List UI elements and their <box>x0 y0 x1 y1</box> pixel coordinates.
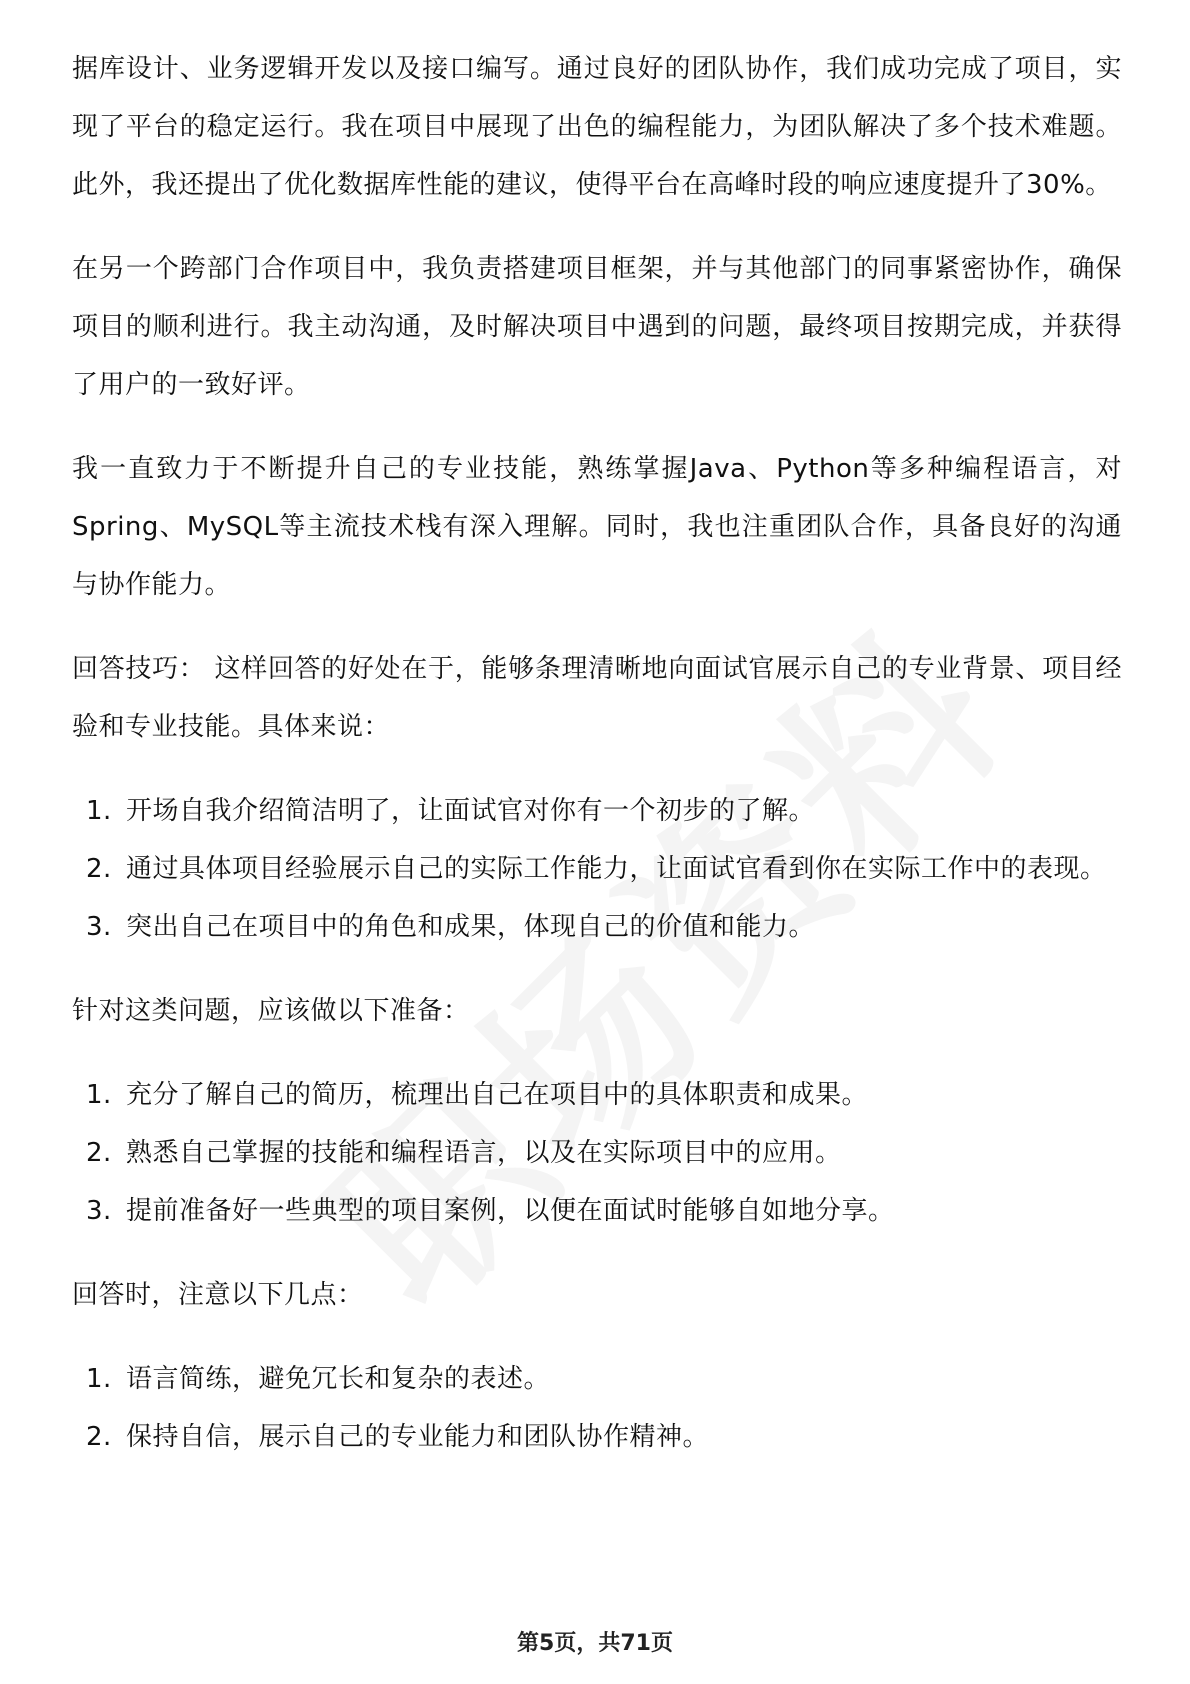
paragraph-skills: 我一直致力于不断提升自己的专业技能，熟练掌握Java、Python等多种编程语言，对Spring、MySQL等主流技术栈有深入理解。同时，我也注重团队合作，具备良好的沟通与协作能力。 <box>72 454 1122 600</box>
list-item-text: 提前准备好一些典型的项目案例，以便在面试时能够自如地分享。 <box>126 1196 895 1226</box>
paragraph-notes: 回答时，注意以下几点： <box>72 1280 364 1310</box>
list-item-text: 语言简练，避免冗长和复杂的表述。 <box>126 1364 551 1394</box>
paragraph-answer-tips: 回答技巧： 这样回答的好处在于，能够条理清晰地向面试官展示自己的专业背景、项目经验和专业技能。具体来说： <box>72 654 1122 742</box>
list-item-text: 通过具体项目经验展示自己的实际工作能力，让面试官看到你在实际工作中的表现。 <box>126 854 1107 884</box>
list-item <box>72 1182 1122 1240</box>
notes-list <box>72 1350 1122 1466</box>
list-item <box>72 1408 1122 1466</box>
list-number: 1. <box>86 1364 112 1394</box>
document-body <box>72 40 1122 1492</box>
list-item <box>72 1124 1122 1182</box>
list-item-text: 保持自信，展示自己的专业能力和团队协作精神。 <box>126 1422 710 1452</box>
list-item <box>72 1066 1122 1124</box>
list-number: 2. <box>86 1422 112 1452</box>
paragraph-cross-department: 在另一个跨部门合作项目中，我负责搭建项目框架，并与其他部门的同事紧密协作，确保项目的顺利进行。我主动沟通，及时解决项目中遇到的问题，最终项目按期完成，并获得了用户的一致好评。 <box>72 254 1122 400</box>
paragraph-preparation: 针对这类问题，应该做以下准备： <box>72 996 470 1026</box>
list-item <box>72 782 1122 840</box>
list-number: 1. <box>86 1080 112 1110</box>
list-number: 3. <box>86 912 112 942</box>
list-item-text: 充分了解自己的简历，梳理出自己在项目中的具体职责和成果。 <box>126 1080 869 1110</box>
list-item-text: 熟悉自己掌握的技能和编程语言，以及在实际项目中的应用。 <box>126 1138 842 1168</box>
list-number: 3. <box>86 1196 112 1226</box>
list-item <box>72 1350 1122 1408</box>
list-item <box>72 840 1122 898</box>
list-number: 2. <box>86 1138 112 1168</box>
list-item-text: 突出自己在项目中的角色和成果，体现自己的价值和能力。 <box>126 912 816 942</box>
list-number: 2. <box>86 854 112 884</box>
list-item-text: 开场自我介绍简洁明了，让面试官对你有一个初步的了解。 <box>126 796 816 826</box>
paragraph-project-summary: 据库设计、业务逻辑开发以及接口编写。通过良好的团队协作，我们成功完成了项目，实现了平台的稳定运行。我在项目中展现了出色的编程能力，为团队解决了多个技术难题。此外，我还提出了优化数据库性能的建议，使得平台在高峰时段的响应速度提升了30%。 <box>72 54 1122 200</box>
tips-list <box>72 782 1122 956</box>
list-number: 1. <box>86 796 112 826</box>
page-number: 第5页，共71页 <box>517 1631 673 1656</box>
list-item <box>72 898 1122 956</box>
preparation-list <box>72 1066 1122 1240</box>
